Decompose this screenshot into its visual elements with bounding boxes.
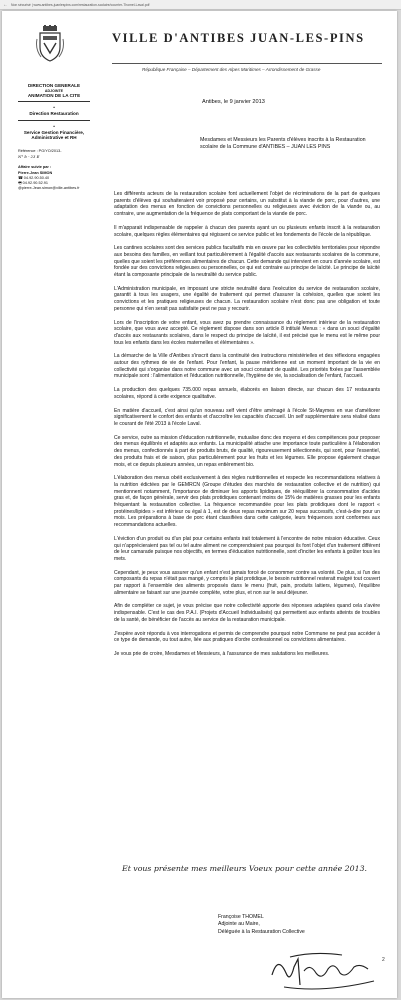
letter-date: Antibes, le 9 janvier 2013	[202, 99, 265, 105]
fax-number: 🖷 04.92.90.52.91	[18, 180, 48, 185]
signatory-role: Déléguée à la Restauration Collective	[218, 928, 305, 935]
handwritten-note: Et vous présente mes meilleurs Voeux pour cette année 2013.	[122, 864, 368, 873]
adjointe-label: ADJOINTE	[44, 88, 64, 93]
browser-address-bar[interactable]	[0, 0, 401, 10]
paragraph: La production des quelques 735.000 repas annuels, élaborés en liaison directe, sur chacun des 17 restaurants scolaires, répond à cette exigence qualitative.	[114, 387, 380, 400]
paragraph: La démarche de la Ville d'Antibes s'inscrit dans la continuité des instructions ministérielles et des réflexions engagées autour des rythmes de vie de l'enfant. Pour l'enfant, la pause méridienne est un moment important de la vie en collectivité qui s'organise dans notre commune avec un souci constant de qualité. Les priorités fixées par l'assemblée municipale sont : l'alimentation et l'éducation nutritionnelle, l'hygiène de vie, la socialisation de l'enfant, l'accueil.	[114, 353, 380, 380]
signatory-block	[218, 914, 388, 936]
paragraph: L'Administration municipale, en imposant une stricte neutralité dans l'exécution du service de restauration scolaire, garantit à tous les usagers, une égalité de traitement qui permet d'assurer la cohésion, quelles que soient les convictions et les pratiques religieuses de chacun. La restauration scolaire n'est donc pas une obligation et toute personne qui n'en serait pas satisfaite peut ne pas y recourir.	[114, 285, 380, 312]
paragraph: Les cantines scolaires sont des services publics facultatifs mis en œuvre par les collectivités territoriales pour répondre aux besoins des familles, en veillant tout particulièrement à l'égalité d'accès aux restaurants scolaires de la commune, quelles que soient les préférences alimentaires de chacun. Cette demande qui intervient en cours d'année scolaire, est fondée sur des convictions religieuses ou personnelles, ce qui est contraire au principe de laïcité. Le principe de laïcité étant la composante principale de la neutralité du service public.	[114, 245, 380, 279]
letter-body	[114, 191, 380, 665]
sender-sidebar	[8, 83, 100, 191]
paragraph: En matière d'accueil, c'est ainsi qu'un nouveau self vient d'être aménagé à l'école St-Maymes en vue d'améliorer significativement le confort des enfants et d'accroître les capacités d'accueil. Un self supplémentaire sera réalisé dans le courant de l'été 2013 à l'école Laval.	[114, 407, 380, 427]
reference-label: Référence : PG/YO/2013-	[18, 149, 62, 154]
city-crest-icon	[35, 25, 65, 63]
paragraph: Lors de l'inscription de votre enfant, vous avez pu prendre connaissance du règlement intérieur de la restauration scolaire, que vous avez accepté. Ce règlement dispose dans son article 8 intitulé Menus : « dans un souci d'égalité d'accès aux restaurants scolaires, dans le respect du principe de laïcité, il est précisé que le menu est le même pour tous les enfants dans les écoles maternelles et élémentaires ».	[114, 319, 380, 346]
header-divider	[112, 63, 382, 64]
page-number: 2	[382, 957, 385, 963]
email-address: @pierre-Jean.simon@ville-antibes.fr	[18, 185, 80, 190]
paragraph: L'éviction d'un produit ou d'un plat pour certains enfants irait totalement à l'encontre de notre mission éducative. Ceux qui n'apprécieraient pas tel ou tel autre aliment ne comprendraient pas pourquoi ils font l'objet d'un traitement différent de leur camarade puisque nos objectifs, en termes d'éducation nutritionnelle, sont d'inciter les enfants à goûter tous les mets.	[114, 535, 380, 562]
address-url[interactable]: Non sécurisé | www.antibes-juanlespins.com/restauration-scolaire/courrier-Thomel-Laval.pdf	[11, 2, 150, 7]
paragraph: Ce service, outre sa mission d'éducation nutritionnelle, mutualise donc des moyens et des compétences pour proposer des menus équilibrés et adaptés aux enfants. La municipalité attache une importance toute particulière à l'élaboration des menus, confectionnés à part de produits bruts, de qualité, rigoureusement sélectionnés, qui sont, pour l'essentiel, des produits frais et de saison, plus particulièrement pour les fruits et les légumes. Elle propose également chaque mois, et ce depuis plusieurs années, un repas entièrement bio.	[114, 434, 380, 468]
signatory-role: Adjointe au Maire,	[218, 921, 260, 928]
paragraph: Il m'apparait indispensable de rappeler à chacun des parents ayant un ou plusieurs enfants inscrit à la restauration scolaire, quelques règles élémentaires qui régissent ce service public et les fondements de l'école de la république.	[114, 224, 380, 238]
contact-name: Pierre-Jean SIMON	[18, 170, 53, 175]
reference-block	[8, 149, 100, 159]
animation-label: ANIMATION DE LA CITE	[27, 92, 81, 98]
city-name-title: VILLE D'ANTIBES JUAN-LES-PINS	[112, 31, 365, 45]
direction-restauration-label: • Direction Restauration	[29, 105, 79, 117]
handwritten-signature	[264, 945, 384, 995]
paragraph: L'élaboration des menus obéit exclusivement à des règles nutritionnelles et respecte les recommandations relatives à la nutrition édictées par le GEMRCN (Groupe d'études des marchés de restauration collective et de nutrition) qui mentionnent notamment, l'importance de diminuer les apports lipidiques, de rééquilibrer la consommation d'acides gras et, de façon générale, servir des plats protidiques contenant moins de 15% de matières grasses pour les enfants fréquentant la restauration collective. La fréquence recommandée pour les plats protidiques dont le rapport « protéines/lipides » est inférieur ou égal à 1, est de deux repas maximum sur 20 repas successifs, c'est-à-dire pour un mois. Les préparations à base de porc étant classifiées dans cette catégorie, leurs fréquences sont conformes aux recommandations actuelles.	[114, 475, 380, 529]
contact-block	[8, 165, 100, 191]
phone-number: ☎ 04.92.90.50.40	[18, 175, 50, 180]
paragraph: Je vous prie de croire, Mesdames et Messieurs, à l'assurance de mes salutations les meilleures.	[114, 650, 330, 657]
back-arrow-icon[interactable]: ←	[3, 1, 8, 8]
sidebar-divider	[18, 120, 90, 121]
paragraph: Les différents acteurs de la restauration scolaire font actuellement l'objet de récriminations de la part de quelques parents d'élèves qui souhaiteraient voir proposé pour certains, un substitut à la viande de porc, pour d'autres, une adaptation des menus en fonction de convictions personnelles ou religieuses avec éviction de la viande ou, au contraire, une augmentation de la fréquence de plats comportant de la viande de porc.	[114, 191, 380, 218]
header-subtitle: République Française – Département des Alpes Maritimes – Arrondissement de Grasse	[142, 67, 321, 72]
contact-label: Affaire suivie par :	[18, 165, 52, 170]
paragraph: Afin de compléter ce sujet, je vous précise que notre collectivité apporte des réponses adaptées quand cela s'avère indispensable. C'est le cas des P.A.I. (Projets d'Accueil Individualisés) qui permettent aux enfants atteints de troubles de la santé, de bénéficier de l'accès au service de la restauration municipale.	[114, 603, 380, 623]
letter-recipients: Mesdames et Messieurs les Parents d'élèves inscrits à la Restauration scolaire de la Commune d'ANTIBES – JUAN LES PINS	[200, 137, 366, 151]
paragraph: J'espère avoir répondu à vos interrogations et permis de comprendre pourquoi notre Commune ne peut pas accéder à ce type de demande, ou tout autre, liée aux pratiques d'ordre confessionnel ou convictions alimentaires.	[114, 630, 380, 644]
reference-number: N° b - 23 E	[18, 154, 40, 160]
sidebar-divider	[18, 101, 90, 102]
service-gestion-label: • Service Gestion Financière, Administrative et RH	[23, 123, 85, 141]
direction-generale-label: DIRECTION GENERALE	[27, 83, 81, 88]
letter-page	[2, 11, 397, 998]
paragraph: Cependant, je peux vous assurer qu'un enfant n'est jamais forcé de consommer contre sa volonté. De plus, si l'un des composants du repas n'était pas mangé, y compris le plat protidique, le besoin nutritionnel resterait malgré tout couvert par rapport à l'ensemble des aliments proposés dans le menu (fruit, pain, produits laitiers, légumes), l'équilibre alimentaire se faisant sur une journée complète, votre plus, et non sur le seul déjeuner.	[114, 569, 380, 596]
signatory-name: Françoise THOMEL	[218, 914, 264, 920]
